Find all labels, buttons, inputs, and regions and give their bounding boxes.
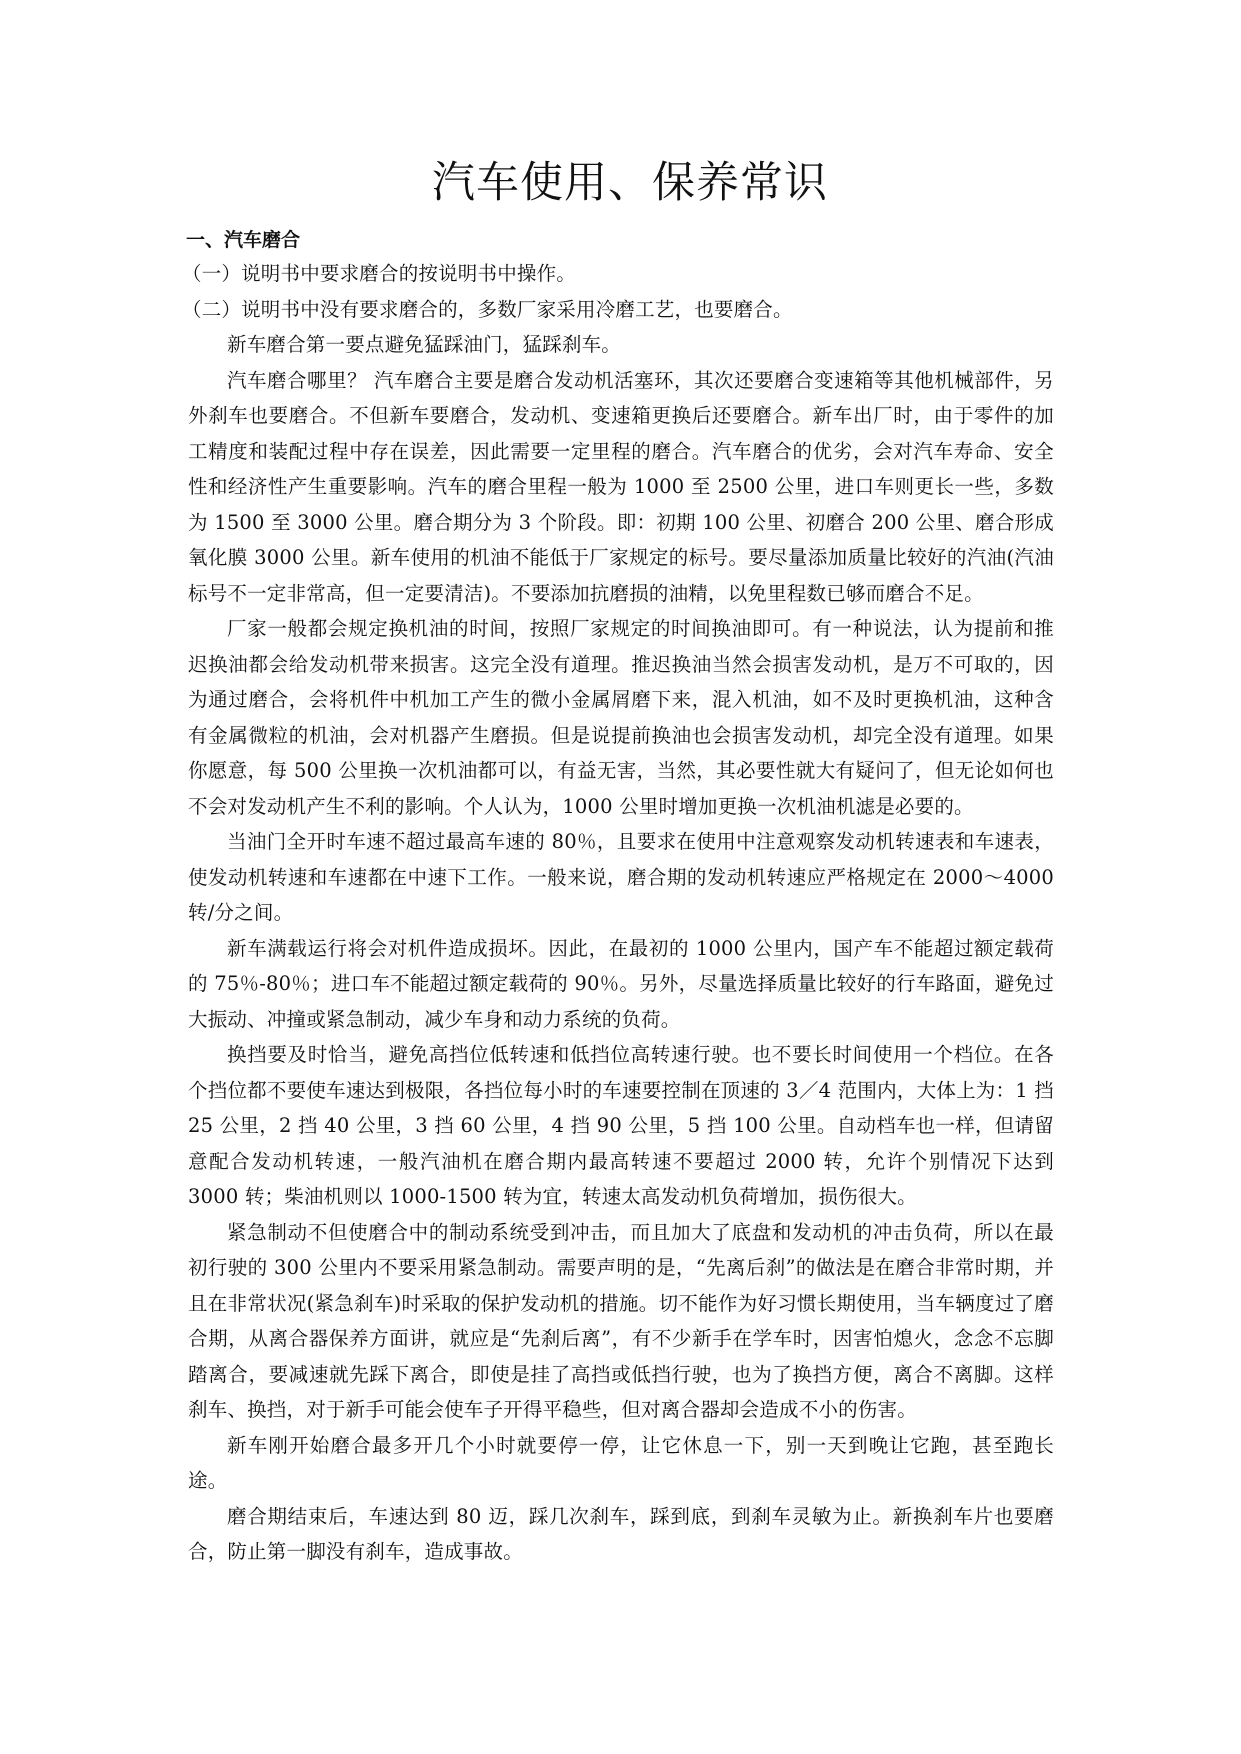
paragraph: 紧急制动不但使磨合中的制动系统受到冲击，而且加大了底盘和发动机的冲击负荷，所以在最初行驶的 300 公里内不要采用紧急制动。需要声明的是，“先离后刹”的做法是在磨合非常时期，并且在非常状况(紧急刹车)时采取的保护发动机的措施。切不能作为好习惯长期使用，当车辆度过了磨合期，从离合器保养方面讲，就应是“先刹后离”，有不少新手在学车时，因害怕熄火，念念不忘脚踏离合，要减速就先踩下离合，即使是挂了高挡或低挡行驶，也为了换挡方便，离合不离脚。这样刹车、换挡，对于新手可能会使车子开得平稳些，但对离合器却会造成不小的伤害。	[188, 1220, 1054, 1421]
paragraph: 新车满载运行将会对机件造成损坏。因此，在最初的 1000 公里内，国产车不能超过额定载荷的 75％-80％；进口车不能超过额定载荷的 90％。另外，尽量选择质量比较好的行车路面，避免过大振动、冲撞或紧急制动，减少车身和动力系统的负荷。	[188, 936, 1054, 1031]
document-title: 汽车使用、保养常识	[432, 158, 828, 208]
paragraph: 磨合期结束后，车速达到 80 迈，踩几次刹车，踩到底，到刹车灵敏为止。新换刹车片也要磨合，防止第一脚没有刹车，造成事故。	[188, 1504, 1054, 1563]
paragraph: 换挡要及时恰当，避免高挡位低转速和低挡位高转速行驶。也不要长时间使用一个档位。在各个挡位都不要使车速达到极限，各挡位每小时的车速要控制在顶速的 3／4 范围内，大体上为：1 挡 25 公里，2 挡 40 公里，3 挡 60 公里，4 挡 90 公里，5 挡 100 公里。自动档车也一样，但请留意配合发动机转速，一般汽油机在磨合期内最高转速不要超过 2000 转，允许个别情况下达到 3000 转；柴油机则以 1000-1500 转为宜，转速太高发动机负荷增加，损伤很大。	[188, 1043, 1054, 1208]
paragraph: 厂家一般都会规定换机油的时间，按照厂家规定的时间换油即可。有一种说法，认为提前和推迟换油都会给发动机带来损害。这完全没有道理。推迟换油当然会损害发动机，是万不可取的，因为通过磨合，会将机件中机加工产生的微小金属屑磨下来，混入机油，如不及时更换机油，这种含有金属微粒的机油，会对机器产生磨损。但是说提前换油也会损害发动机，却完全没有道理。如果你愿意，每 500 公里换一次机油都可以，有益无害，当然，其必要性就大有疑问了，但无论如何也不会对发动机产生不利的影响。个人认为，1000 公里时增加更换一次机油机滤是必要的。	[188, 617, 1054, 818]
section-heading: 一、汽车磨合	[186, 229, 301, 251]
paragraph: 新车刚开始磨合最多开几个小时就要停一停，让它休息一下，别一天到晚让它跑，甚至跑长途。	[188, 1433, 1054, 1492]
paragraph: 汽车磨合哪里？ 汽车磨合主要是磨合发动机活塞环，其次还要磨合变速箱等其他机械部件，另外刹车也要磨合。不但新车要磨合，发动机、变速箱更换后还要磨合。新车出厂时，由于零件的加工精度和装配过程中存在误差，因此需要一定里程的磨合。汽车磨合的优劣，会对汽车寿命、安全性和经济性产生重要影响。汽车的磨合里程一般为 1000 至 2500 公里，进口车则更长一些，多数为 1500 至 3000 公里。磨合期分为 3 个阶段。即：初期 100 公里、初磨合 200 公里、磨合形成氧化膜 3000 公里。新车使用的机油不能低于厂家规定的标号。要尽量添加质量比较好的汽油(汽油标号不一定非常高，但一定要清洁)。不要添加抗磨损的油精，以免里程数已够而磨合不足。	[188, 368, 1054, 605]
document-page	[182, 150, 1054, 1570]
list-item: （一）说明书中要求磨合的按说明书中操作。	[182, 262, 577, 285]
paragraph: 当油门全开时车速不超过最高车速的 80％，且要求在使用中注意观察发动机转速表和车速表，使发动机转速和车速都在中速下工作。一般来说，磨合期的发动机转速应严格规定在 2000～4000 转/分之间。	[188, 830, 1054, 924]
paragraph: 新车磨合第一要点避免猛踩油门，猛踩刹车。	[227, 333, 622, 356]
list-item: （二）说明书中没有要求磨合的，多数厂家采用冷磨工艺，也要磨合。	[182, 297, 793, 321]
